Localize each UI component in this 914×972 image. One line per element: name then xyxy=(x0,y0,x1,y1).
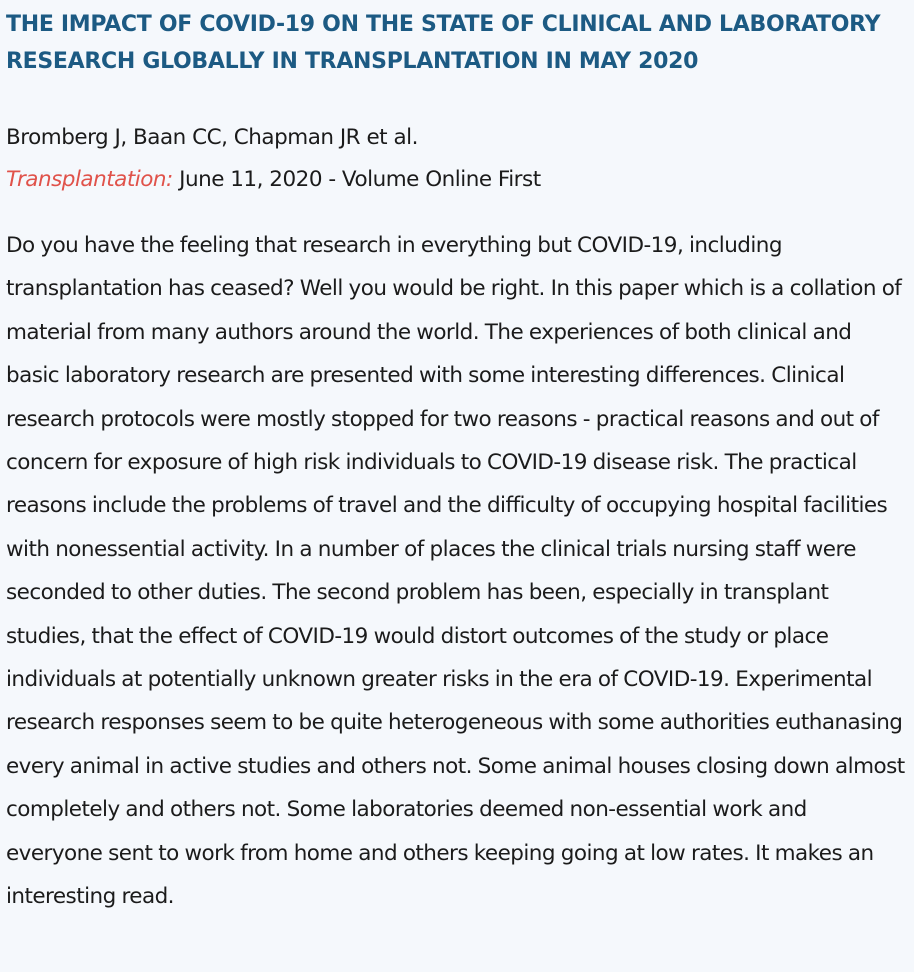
article-citation xyxy=(6,159,906,201)
article-title: THE IMPACT OF COVID-19 ON THE STATE OF CLINICAL AND LABORATORY RESEARCH GLOBALLY IN TRANSPLANTATION IN MAY 2020 xyxy=(6,12,881,74)
article-abstract: Do you have the feeling that research in everything but COVID-19, including transplantation has ceased? Well you would be right. In this paper which is a collation of material from many authors around the world. The experiences of both clinical and basic laboratory research are presented with some interesting differences. Clinical research protocols were mostly stopped for two reasons - practical reasons and out of concern for exposure of high risk individuals to COVID-19 disease risk. The practical reasons include the problems of travel and the difficulty of occupying hospital facilities with nonessential activity. In a number of places the clinical trials nursing staff were seconded to other duties. The second problem has been, especially in transplant studies, that the effect of COVID-19 would distort outcomes of the study or place individuals at potentially unknown greater risks in the era of COVID-19. Experimental research responses seem to be quite heterogeneous with some authorities euthanasing every animal in active studies and others not. Some animal houses closing down almost completely and others not. Some laboratories deemed non-essential work and everyone sent to work from home and others keeping going at low rates. It makes an interesting read. xyxy=(6,233,905,910)
journal-name: Transplantation: xyxy=(6,167,173,192)
article-authors: Bromberg J, Baan CC, Chapman JR et al. xyxy=(6,125,418,150)
publication-info: June 11, 2020 - Volume Online First xyxy=(172,167,541,192)
